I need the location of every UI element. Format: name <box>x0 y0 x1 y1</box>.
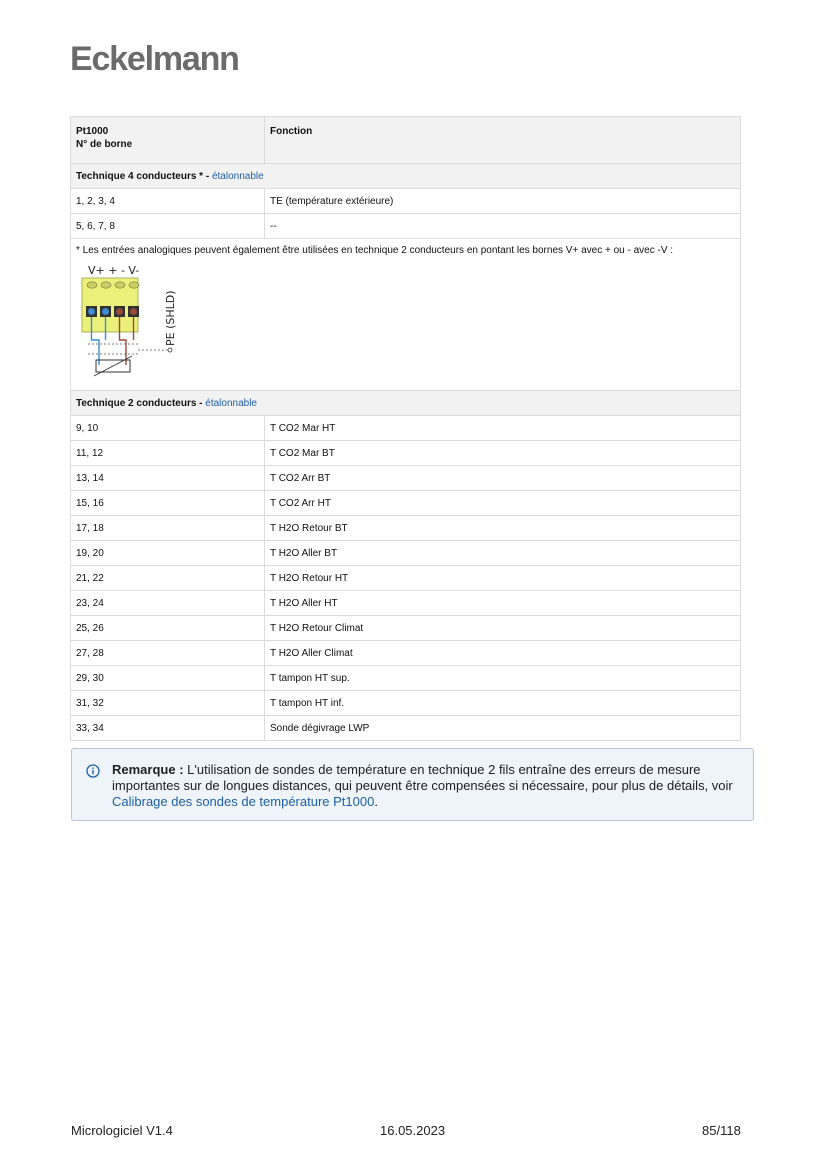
function-cell: -- <box>265 214 741 239</box>
footer-page-number: 85/118 <box>702 1123 741 1138</box>
terminal-cell: 5, 6, 7, 8 <box>71 214 265 239</box>
footer-firmware: Micrologiciel V1.4 <box>71 1123 173 1138</box>
terminal-cell: 13, 14 <box>71 466 265 491</box>
function-cell: T H2O Aller Climat <box>265 641 741 666</box>
footer-date: 16.05.2023 <box>380 1123 446 1138</box>
terminal-cell: 29, 30 <box>71 666 265 691</box>
terminal-cell: 15, 16 <box>71 491 265 516</box>
function-cell: T CO2 Arr HT <box>265 491 741 516</box>
header-function: Fonction <box>265 117 741 164</box>
remark-text: Remarque : L'utilisation de sondes de température en technique 2 fils entraîne des erreurs de mesure importantes sur de longues distances, qui peuvent être compensées si nécessaire, pour plus de détails, voir Calibrage des sondes de température Pt1000. <box>112 762 733 809</box>
table-row <box>71 716 741 741</box>
terminal-cell: 31, 32 <box>71 691 265 716</box>
section-2-wire <box>71 391 741 416</box>
section-4-wire <box>71 164 741 189</box>
header-terminal: Pt1000 N° de borne <box>71 117 265 164</box>
function-cell: T CO2 Arr BT <box>265 466 741 491</box>
terminal-cell: 25, 26 <box>71 616 265 641</box>
table-row <box>71 441 741 466</box>
terminal-cell: 27, 28 <box>71 641 265 666</box>
note-text: * Les entrées analogiques peuvent également être utilisées en technique 2 conducteurs en pontant les bornes V+ avec + ou - avec -V : <box>76 245 674 256</box>
table-row <box>71 214 741 239</box>
table-row <box>71 691 741 716</box>
function-cell: TE (température extérieure) <box>265 189 741 214</box>
function-cell: T H2O Retour Climat <box>265 616 741 641</box>
function-cell: T CO2 Mar HT <box>265 416 741 441</box>
terminal-cell: 33, 34 <box>71 716 265 741</box>
table-row <box>71 189 741 214</box>
eckelmann-logo: Eckelmann <box>70 40 239 78</box>
terminal-table <box>70 116 741 741</box>
table-row <box>71 566 741 591</box>
terminal-cell: 23, 24 <box>71 591 265 616</box>
table-row <box>71 466 741 491</box>
table-row <box>71 541 741 566</box>
terminal-cell: 19, 20 <box>71 541 265 566</box>
function-cell: Sonde dégivrage LWP <box>265 716 741 741</box>
info-icon <box>86 764 100 778</box>
function-cell: T H2O Aller BT <box>265 541 741 566</box>
terminal-cell: 21, 22 <box>71 566 265 591</box>
function-cell: T H2O Aller HT <box>265 591 741 616</box>
function-cell: T tampon HT inf. <box>265 691 741 716</box>
function-cell: T tampon HT sup. <box>265 666 741 691</box>
remark-box <box>71 748 754 821</box>
two-wire-rows <box>71 416 741 741</box>
pe-shld-label: PE (SHLD) <box>164 290 177 346</box>
calibratable-link-1[interactable]: étalonnable <box>211 170 264 182</box>
table-row <box>71 516 741 541</box>
function-cell: T H2O Retour HT <box>265 566 741 591</box>
remark-label: Remarque : <box>112 762 184 777</box>
function-cell: T CO2 Mar BT <box>265 441 741 466</box>
table-row <box>71 491 741 516</box>
table-row <box>71 416 741 441</box>
note-row <box>71 239 741 391</box>
calibratable-link-2[interactable]: étalonnable <box>205 397 257 409</box>
table-row <box>71 591 741 616</box>
section-4-wire-title: Technique 4 conducteurs * - <box>76 170 212 182</box>
terminal-cell: 17, 18 <box>71 516 265 541</box>
table-row <box>71 641 741 666</box>
table-row <box>71 666 741 691</box>
diagram-top-labels: V+ + - V- <box>88 264 140 277</box>
table-header-row <box>71 117 741 164</box>
table-row <box>71 616 741 641</box>
calibration-link[interactable]: Calibrage des sondes de température Pt1000 <box>112 794 375 809</box>
wiring-diagram <box>76 260 186 385</box>
terminal-cell: 1, 2, 3, 4 <box>71 189 265 214</box>
function-cell: T H2O Retour BT <box>265 516 741 541</box>
section-2-wire-title: Technique 2 conducteurs - <box>76 397 206 409</box>
terminal-cell: 11, 12 <box>71 441 265 466</box>
terminal-cell: 9, 10 <box>71 416 265 441</box>
